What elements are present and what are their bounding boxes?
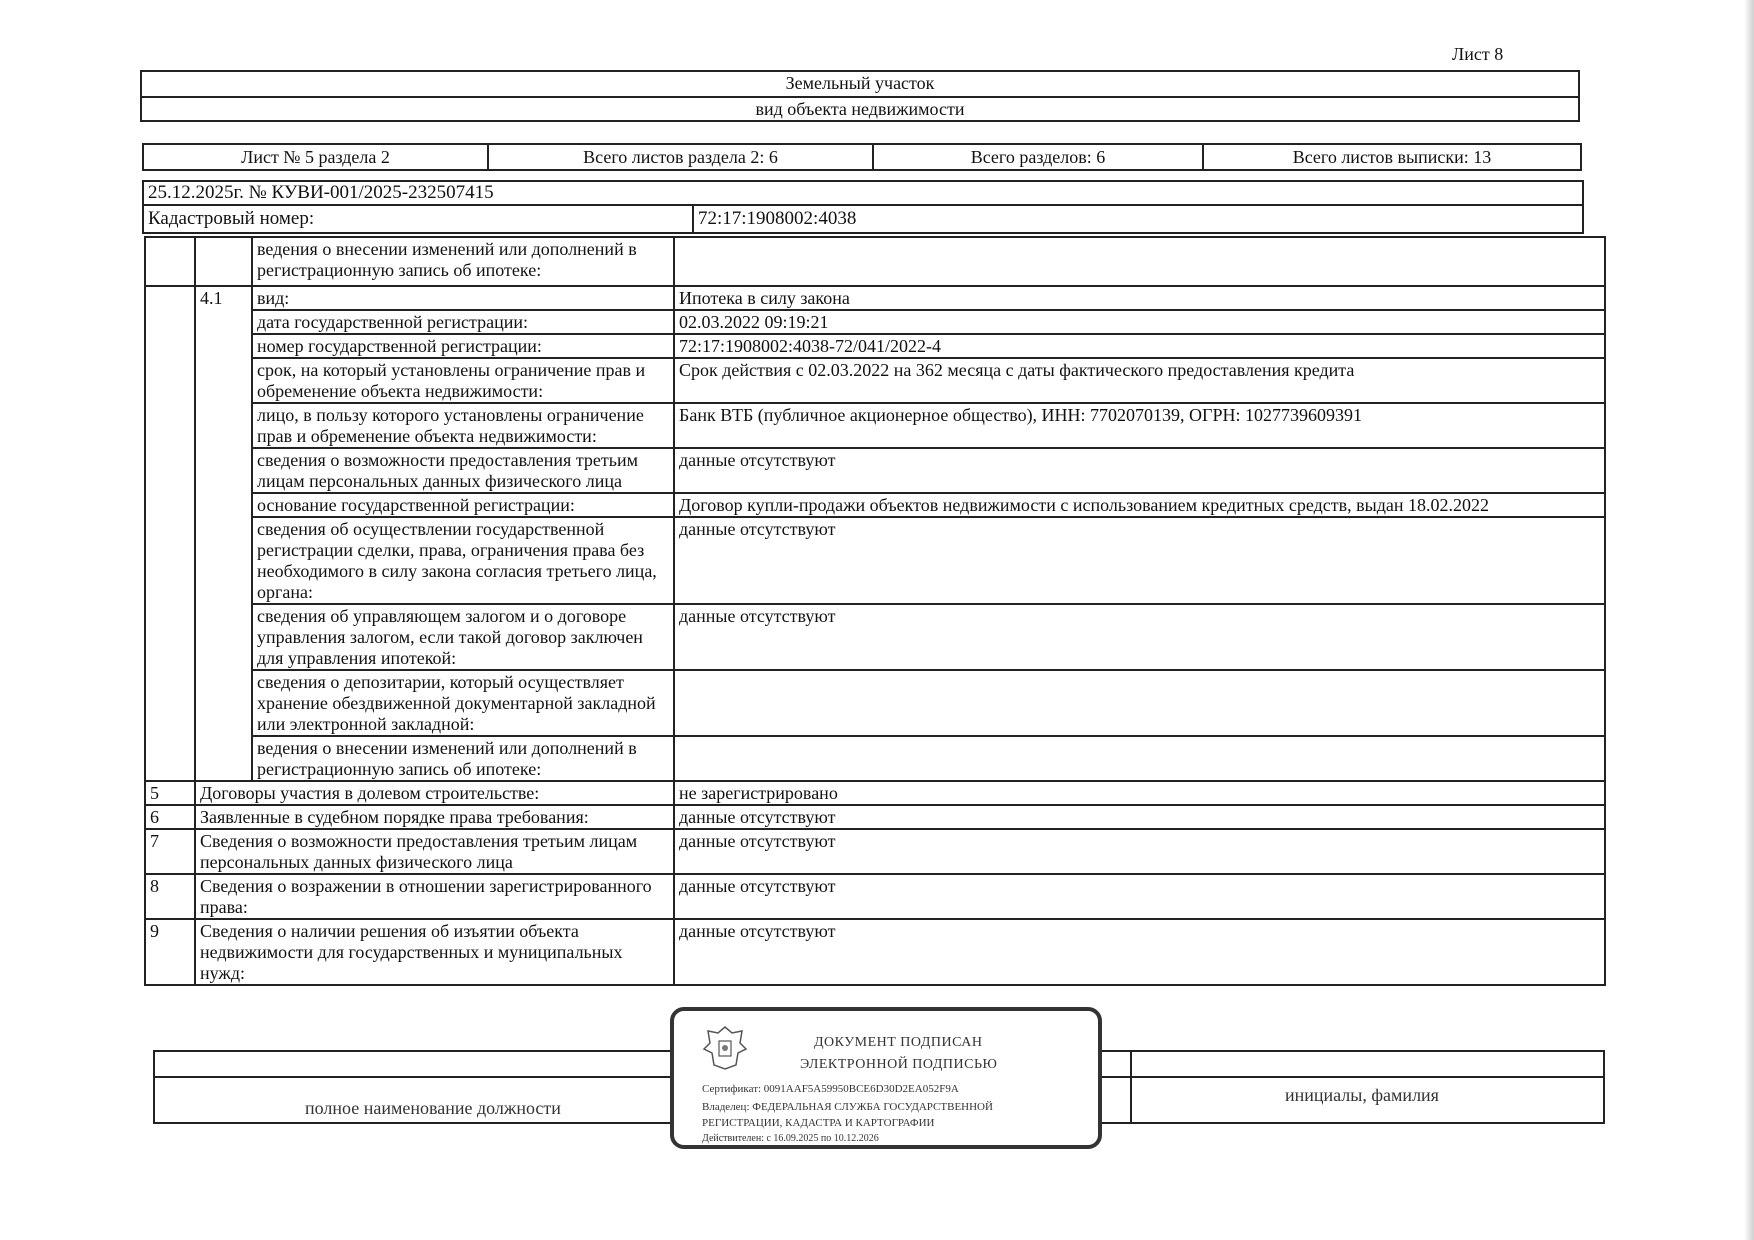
position-label: полное наименование должности	[305, 1098, 561, 1118]
row-value	[674, 736, 1605, 781]
row-number: 6	[145, 805, 195, 829]
row-value: данные отсутствуют	[674, 805, 1605, 829]
stamp-line1: ДОКУМЕНТ ПОДПИСАН	[814, 1035, 983, 1050]
row-value: Срок действия с 02.03.2022 на 362 месяца с даты фактического предоставления кредита	[674, 358, 1605, 403]
row-value: данные отсутствуют	[674, 517, 1605, 604]
row-number: 8	[145, 874, 195, 919]
row-label: номер государственной регистрации:	[252, 334, 674, 358]
section-sheets-total: Всего листов раздела 2: 6	[489, 145, 874, 169]
row-number: 9	[145, 919, 195, 985]
row-value: Ипотека в силу закона	[674, 286, 1605, 310]
table-row	[145, 919, 1605, 985]
table-row	[145, 493, 1605, 517]
row-value: 72:17:1908002:4038-72/041/2022-4	[674, 334, 1605, 358]
table-row	[145, 670, 1605, 736]
table-row	[145, 358, 1605, 403]
extract-sheets-total: Всего листов выписки: 13	[1292, 147, 1492, 167]
row-label: Заявленные в судебном порядке права требования:	[195, 805, 674, 829]
cadastral-value: 72:17:1908002:4038	[698, 208, 857, 229]
row-value: Договор купли-продажи объектов недвижимости с использованием кредитных средств, выдан 18.02.2022	[674, 493, 1605, 517]
document-number-block	[142, 180, 1584, 234]
row-value: данные отсутствуют	[674, 919, 1605, 985]
subsection-number: 4.1	[195, 286, 252, 781]
row-value: данные отсутствуют	[674, 874, 1605, 919]
table-row	[145, 237, 1605, 286]
row-label: Сведения о возможности предоставления третьим лицам персональных данных физического лица	[195, 829, 674, 874]
stamp-owner1: Владелец: ФЕДЕРАЛЬНАЯ СЛУЖБА ГОСУДАРСТВЕННОЙ	[702, 1101, 993, 1113]
emblem-icon	[702, 1023, 748, 1073]
table-row	[145, 310, 1605, 334]
table-row	[145, 286, 1605, 310]
row-label: лицо, в пользу которого установлены ограничение прав и обременение объекта недвижимости:	[252, 403, 674, 448]
sections-total: Всего разделов: 6	[874, 145, 1204, 169]
initials-label: инициалы, фамилия	[1285, 1085, 1439, 1105]
stamp-owner2: РЕГИСТРАЦИИ, КАДАСТРА И КАРТОГРАФИИ	[702, 1117, 935, 1129]
scan-edge	[1744, 0, 1754, 1240]
stamp-line2: ЭЛЕКТРОННОЙ ПОДПИСЬЮ	[800, 1057, 998, 1072]
table-row	[145, 448, 1605, 493]
row-number: 7	[145, 829, 195, 874]
row-label: сведения об осуществлении государственной регистрации сделки, права, ограничения права без необходимого в силу закона согласия третьего лица, органа:	[252, 517, 674, 604]
electronic-signature-stamp	[670, 1007, 1102, 1149]
row-value: 02.03.2022 09:19:21	[674, 310, 1605, 334]
row-label: дата государственной регистрации:	[252, 310, 674, 334]
row-label: основание государственной регистрации:	[252, 493, 674, 517]
row-label: Договоры участия в долевом строительстве:	[195, 781, 674, 805]
row-value: данные отсутствуют	[674, 448, 1605, 493]
table-row	[145, 805, 1605, 829]
row-label: вид:	[252, 286, 674, 310]
table-row	[145, 874, 1605, 919]
row-number: 5	[145, 781, 195, 805]
row-label: сведения об управляющем залогом и о договоре управления залогом, если такой договор заключен для управления ипотекой:	[252, 604, 674, 670]
table-row	[145, 781, 1605, 805]
object-title: Земельный участок	[785, 73, 935, 93]
row-value	[674, 237, 1605, 286]
row-label: ведения о внесении изменений или дополнений в регистрационную запись об ипотеке:	[252, 736, 674, 781]
sheet-number: Лист № 5 раздела 2	[144, 145, 489, 169]
table-row	[145, 604, 1605, 670]
table-row	[145, 403, 1605, 448]
row-value: не зарегистрировано	[674, 781, 1605, 805]
row-value: данные отсутствуют	[674, 604, 1605, 670]
page-label: Лист 8	[1452, 44, 1504, 64]
stamp-valid: Действителен: с 16.09.2025 по 10.12.2026	[702, 1133, 879, 1144]
table-row	[145, 334, 1605, 358]
document-number: 25.12.2025г. № КУВИ-001/2025-232507415	[144, 182, 1582, 206]
row-label: Сведения о возражении в отношении зарегистрированного права:	[195, 874, 674, 919]
row-label: срок, на который установлены ограничение прав и обременение объекта недвижимости:	[252, 358, 674, 403]
table-row	[145, 517, 1605, 604]
encumbrance-table	[144, 236, 1606, 986]
stamp-certificate: Сертификат: 0091AAF5A59950BCE6D30D2EA052F9A	[702, 1083, 959, 1095]
table-row	[145, 736, 1605, 781]
cadastral-label: Кадастровый номер:	[144, 206, 694, 232]
row-label: сведения о возможности предоставления третьим лицам персональных данных физического лица	[252, 448, 674, 493]
row-label: Сведения о наличии решения об изъятии объекта недвижимости для государственных и муниципальных нужд:	[195, 919, 674, 985]
table-row	[145, 829, 1605, 874]
row-value: данные отсутствуют	[674, 829, 1605, 874]
sheet-info-row	[142, 143, 1582, 171]
row-label: сведения о депозитарии, который осуществляет хранение обездвиженной документарной закладной или электронной закладной:	[252, 670, 674, 736]
row-value: Банк ВТБ (публичное акционерное общество), ИНН: 7702070139, ОГРН: 1027739609391	[674, 403, 1605, 448]
row-value	[674, 670, 1605, 736]
object-header	[140, 70, 1580, 122]
object-kind: вид объекта недвижимости	[142, 96, 1578, 120]
row-label: ведения о внесении изменений или дополнений в регистрационную запись об ипотеке:	[252, 237, 674, 286]
